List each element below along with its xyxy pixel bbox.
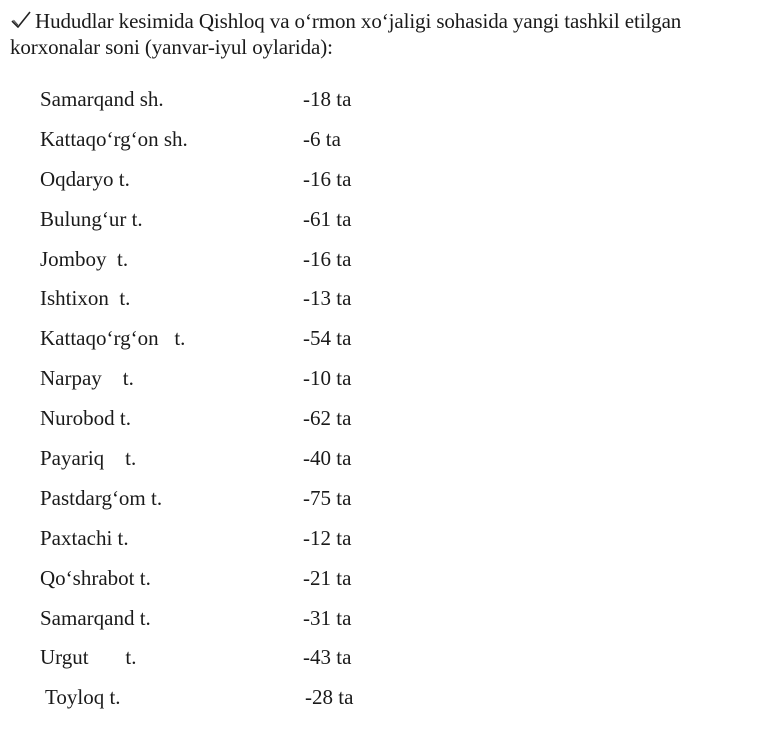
region-name: Urgut t. bbox=[40, 645, 137, 670]
region-name: Bulung‘ur t. bbox=[40, 206, 143, 231]
enterprise-count: -13 ta bbox=[303, 286, 352, 311]
region-name: Ishtixon t. bbox=[40, 286, 131, 311]
enterprise-count: -18 ta bbox=[303, 87, 352, 111]
enterprise-count: -40 ta bbox=[303, 446, 352, 471]
enterprise-count: -21 ta bbox=[303, 565, 352, 590]
enterprise-count: -16 ta bbox=[303, 246, 352, 271]
region-name: Jomboy t. bbox=[40, 246, 129, 271]
list-item bbox=[0, 678, 769, 718]
enterprise-count: -12 ta bbox=[303, 525, 352, 550]
enterprise-count: -16 ta bbox=[303, 166, 352, 191]
region-name: Payariq t. bbox=[40, 446, 137, 471]
list-item bbox=[0, 240, 769, 280]
enterprise-count: -54 ta bbox=[303, 326, 352, 351]
enterprise-count: -61 ta bbox=[303, 206, 352, 231]
region-name: Oqdaryo t. bbox=[40, 166, 130, 191]
region-name: Narpay t. bbox=[40, 366, 134, 391]
list-item bbox=[0, 279, 769, 319]
list-item bbox=[0, 80, 769, 120]
region-name: Toyloq t. bbox=[45, 685, 121, 710]
enterprise-count: -10 ta bbox=[303, 366, 352, 391]
heading-line-2: korxonalar soni (yanvar-iyul oylarida): bbox=[10, 35, 333, 59]
list-item bbox=[0, 200, 769, 240]
check-mark-icon bbox=[10, 10, 32, 30]
region-name: Pastdarg‘om t. bbox=[40, 485, 163, 510]
enterprise-count: -43 ta bbox=[303, 645, 352, 670]
list-item bbox=[0, 359, 769, 399]
heading-line-1: Hududlar kesimida Qishloq va o‘rmon xo‘jaligi sohasida yangi tashkil etilgan bbox=[35, 9, 682, 33]
enterprise-count: -6 ta bbox=[303, 126, 341, 151]
enterprise-count: -31 ta bbox=[303, 605, 352, 630]
list-item bbox=[0, 599, 769, 639]
region-stats-list bbox=[0, 80, 769, 718]
list-item bbox=[0, 559, 769, 599]
region-name: Qo‘shrabot t. bbox=[40, 565, 151, 590]
enterprise-count: -28 ta bbox=[305, 685, 354, 710]
region-name: Paxtachi t. bbox=[40, 525, 129, 550]
enterprise-count: -62 ta bbox=[303, 406, 352, 431]
list-item bbox=[0, 519, 769, 559]
region-name: Kattaqo‘rg‘on t. bbox=[40, 326, 186, 351]
list-item bbox=[0, 160, 769, 200]
region-name: Samarqand sh. bbox=[40, 87, 164, 111]
list-item bbox=[0, 479, 769, 519]
enterprise-count: -75 ta bbox=[303, 485, 352, 510]
heading bbox=[10, 8, 765, 60]
list-item bbox=[0, 399, 769, 439]
list-item bbox=[0, 638, 769, 678]
region-name: Kattaqo‘rg‘on sh. bbox=[40, 126, 188, 151]
list-item bbox=[0, 319, 769, 359]
list-item bbox=[0, 120, 769, 160]
region-name: Samarqand t. bbox=[40, 605, 151, 630]
region-name: Nurobod t. bbox=[40, 406, 131, 431]
list-item bbox=[0, 439, 769, 479]
